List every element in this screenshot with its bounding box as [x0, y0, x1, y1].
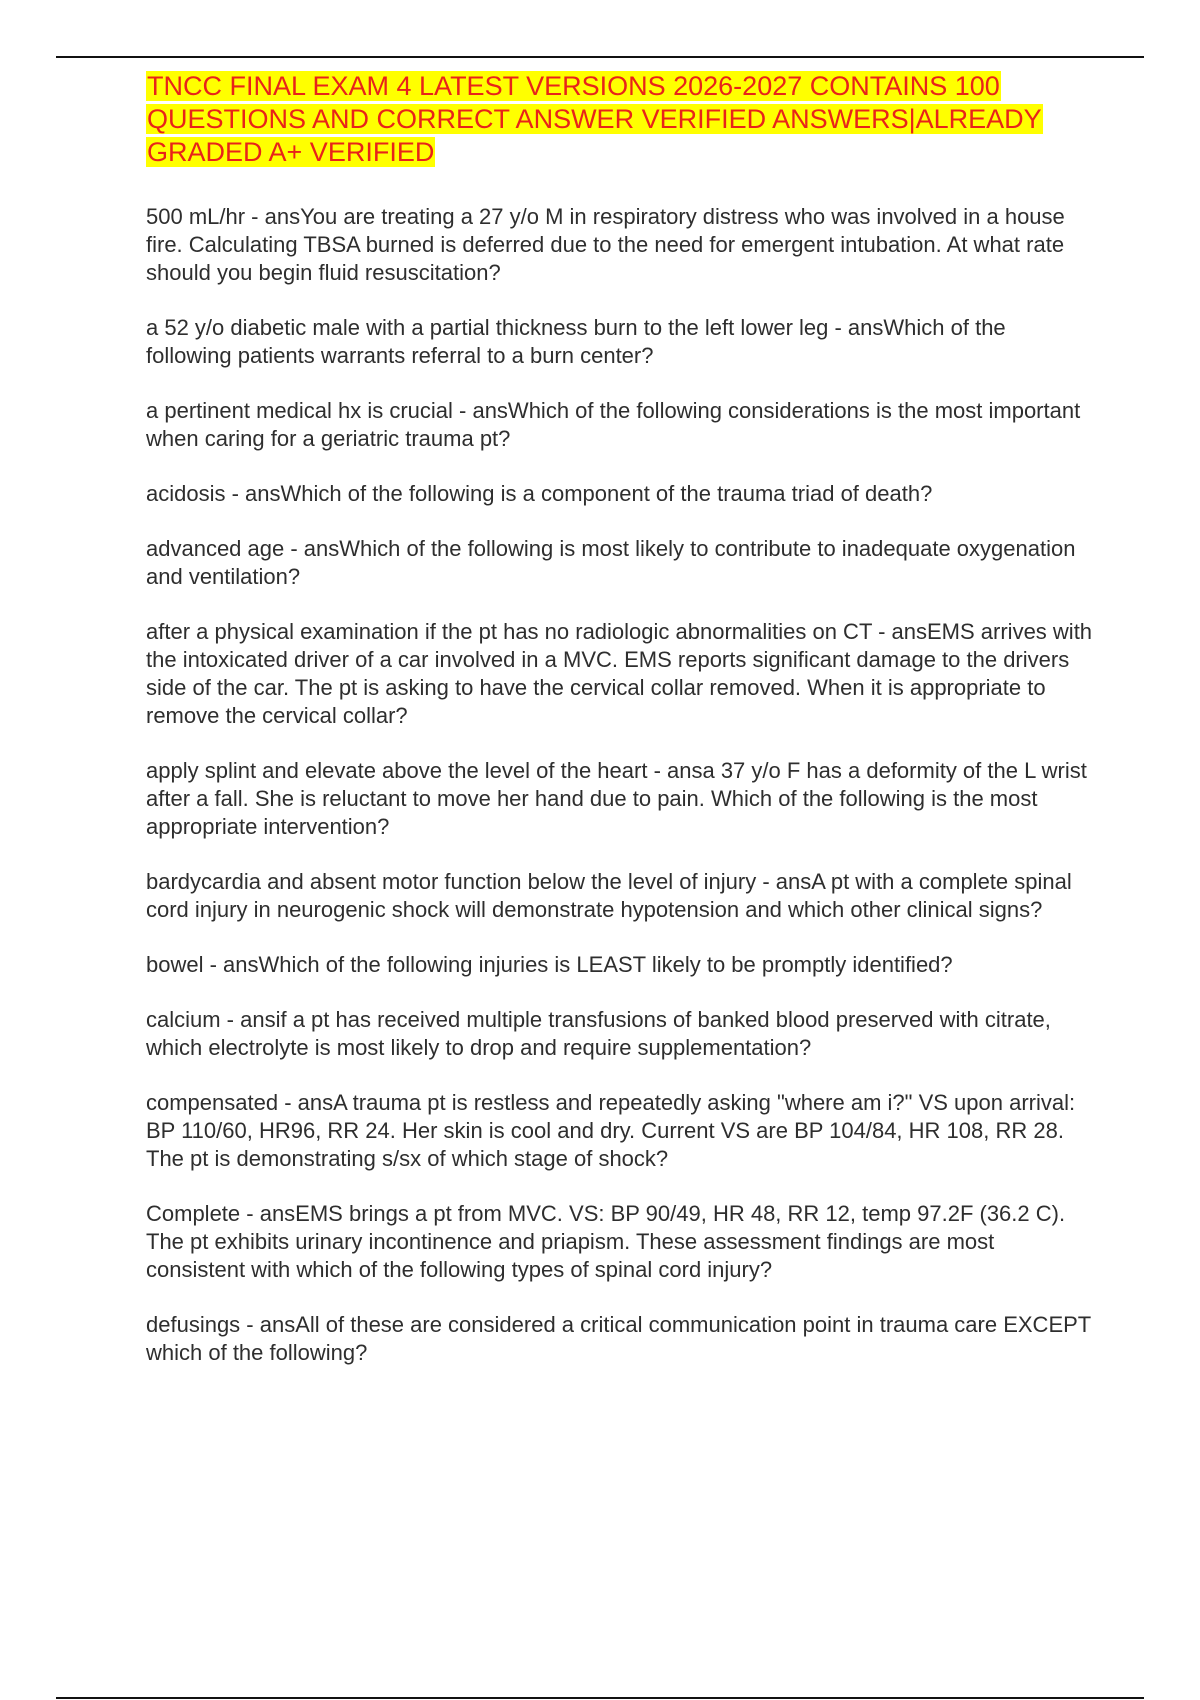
- qa-item: bowel - ansWhich of the following injuries is LEAST likely to be promptly identified?: [146, 952, 953, 977]
- qa-item: Complete - ansEMS brings a pt from MVC. VS: BP 90/49, HR 48, RR 12, temp 97.2F (36.2 C). The pt exhibits urinary incontinence and priapism. These assessment findings are most consistent with which of the following types of spinal cord injury?: [146, 1201, 1066, 1282]
- qa-item: bardycardia and absent motor function below the level of injury - ansA pt with a complete spinal cord injury in neurogenic shock will demonstrate hypotension and which other clinical signs?: [146, 869, 1072, 922]
- qa-item: 500 mL/hr - ansYou are treating a 27 y/o M in respiratory distress who was involved in a house fire. Calculating TBSA burned is deferred due to the need for emergent intubation. At what rate should you begin fluid resuscitation?: [146, 204, 1065, 285]
- qa-item: a 52 y/o diabetic male with a partial thickness burn to the left lower leg - ansWhich of the following patients warrants referral to a burn center?: [146, 315, 1006, 368]
- qa-item: calcium - ansif a pt has received multiple transfusions of banked blood preserved with citrate, which electrolyte is most likely to drop and require supplementation?: [146, 1007, 1051, 1060]
- qa-item: compensated - ansA trauma pt is restless and repeatedly asking "where am i?" VS upon arrival: BP 110/60, HR96, RR 24. Her skin is cool and dry. Current VS are BP 104/84, HR 108, RR 28. The pt is demonstrating s/sx of which stage of shock?: [146, 1090, 1076, 1171]
- title-highlight: TNCC FINAL EXAM 4 LATEST VERSIONS 2026-2027 CONTAINS 100 QUESTIONS AND CORRECT ANSWER VERIFIED ANSWERS|ALREADY GRADED A+ VERIFIED: [147, 71, 1042, 167]
- qa-item: apply splint and elevate above the level of the heart - ansa 37 y/o F has a deformity of the L wrist after a fall. She is reluctant to move her hand due to pain. Which of the following is the most appropriate intervention?: [146, 758, 1087, 839]
- top-rule: [56, 56, 1144, 58]
- document-body: [146, 70, 1096, 1394]
- bottom-rule: [56, 1697, 1144, 1699]
- qa-item: a pertinent medical hx is crucial - ansWhich of the following considerations is the most important when caring for a geriatric trauma pt?: [146, 398, 1081, 451]
- qa-list: [146, 203, 1096, 1367]
- qa-item: defusings - ansAll of these are considered a critical communication point in trauma care EXCEPT which of the following?: [146, 1312, 1091, 1365]
- qa-item: acidosis - ansWhich of the following is a component of the trauma triad of death?: [146, 481, 933, 506]
- document-title: [146, 70, 1096, 169]
- qa-item: after a physical examination if the pt has no radiologic abnormalities on CT - ansEMS arrives with the intoxicated driver of a car involved in a MVC. EMS reports significant damage to the drivers side of the car. The pt is asking to have the cervical collar removed. When it is appropriate to remove the cervical collar?: [146, 619, 1093, 728]
- qa-item: advanced age - ansWhich of the following is most likely to contribute to inadequate oxygenation and ventilation?: [146, 536, 1076, 589]
